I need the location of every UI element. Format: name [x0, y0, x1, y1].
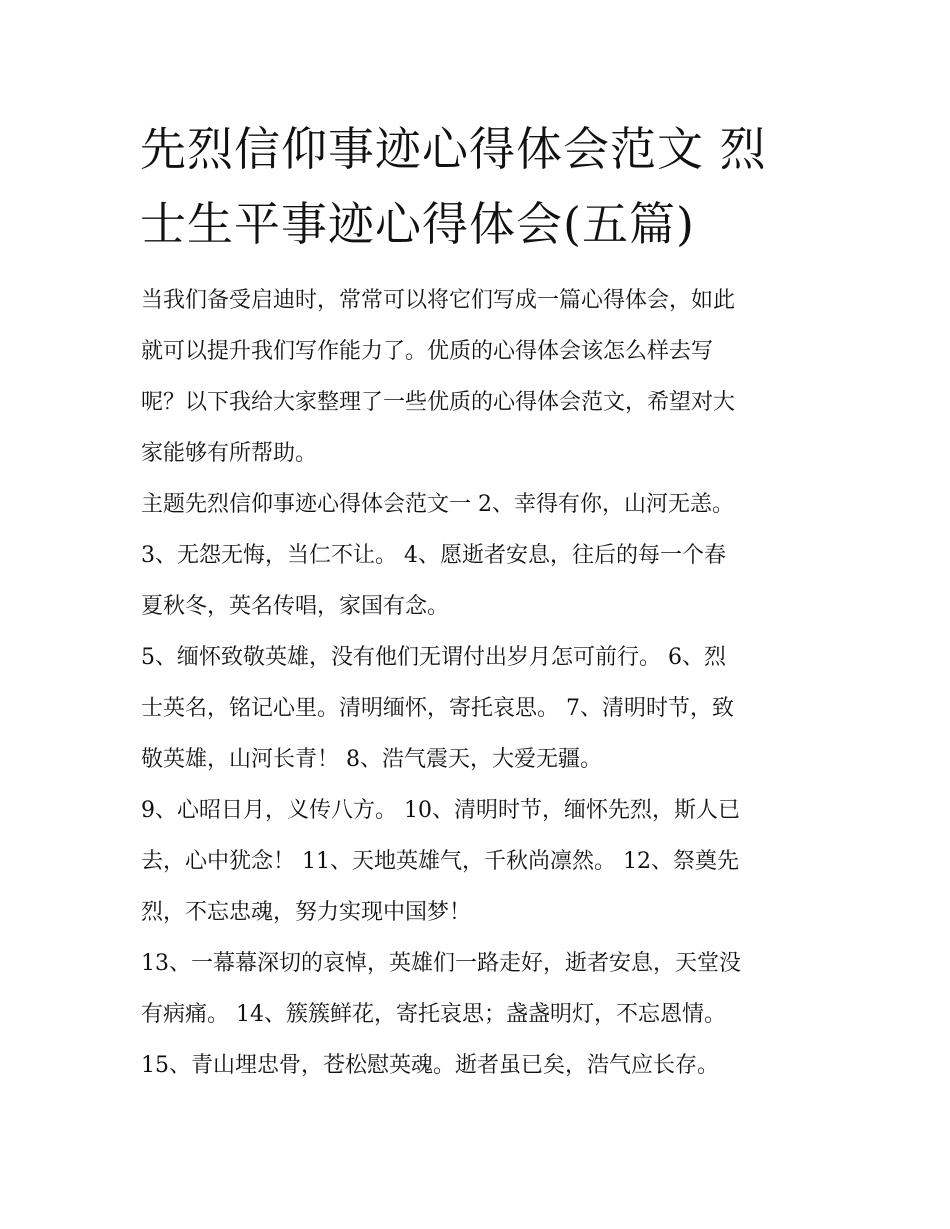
body-text-line: 5、缅怀致敬英雄，没有他们无谓付出岁月怎可前行。 6、烈 — [141, 645, 726, 670]
body-text-line: 去，心中犹念！ 11、天地英雄气，千秋尚凛然。 12、祭奠先 — [141, 849, 739, 874]
body-text-line: 烈，不忘忠魂，努力实现中国梦！ — [141, 900, 472, 925]
body-text-line: 9、心昭日月，义传八方。 10、清明时节，缅怀先烈，斯人已 — [141, 798, 740, 823]
body-text-line: 就可以提升我们写作能力了。优质的心得体会该怎么样去写 — [141, 339, 714, 364]
title-line: 士生平事迹心得体会(五篇) — [140, 197, 695, 251]
body-text-line: 夏秋冬，英名传唱，家国有念。 — [141, 594, 450, 619]
title-line: 先烈信仰事迹心得体会范文 烈 — [140, 122, 767, 176]
body-text-line: 3、无怨无悔，当仁不让。 4、愿逝者安息，往后的每一个春 — [141, 543, 726, 568]
body-text-line: 15、青山埋忠骨，苍松慰英魂。逝者虽已矣，浩气应长存。 — [141, 1053, 719, 1078]
body-text-line: 主题先烈信仰事迹心得体会范文一 2、幸得有你，山河无恙。 — [141, 492, 734, 517]
body-text-line: 当我们备受启迪时，常常可以将它们写成一篇心得体会，如此 — [141, 288, 736, 313]
body-text-line: 家能够有所帮助。 — [141, 441, 318, 466]
body-text-line: 敬英雄，山河长青！ 8、浩气震天，大爱无疆。 — [141, 747, 602, 772]
body-text-line: 有病痛。 14、簇簇鲜花，寄托哀思；盏盏明灯，不忘恩情。 — [141, 1002, 726, 1027]
body-text-line: 士英名，铭记心里。清明缅怀，寄托哀思。 7、清明时节，致 — [141, 696, 734, 721]
document-title — [140, 112, 820, 262]
body-text-line: 13、一幕幕深切的哀悼，英雄们一路走好，逝者安息，天堂没 — [141, 951, 741, 976]
body-text-line: 呢？以下我给大家整理了一些优质的心得体会范文，希望对大 — [141, 390, 736, 415]
